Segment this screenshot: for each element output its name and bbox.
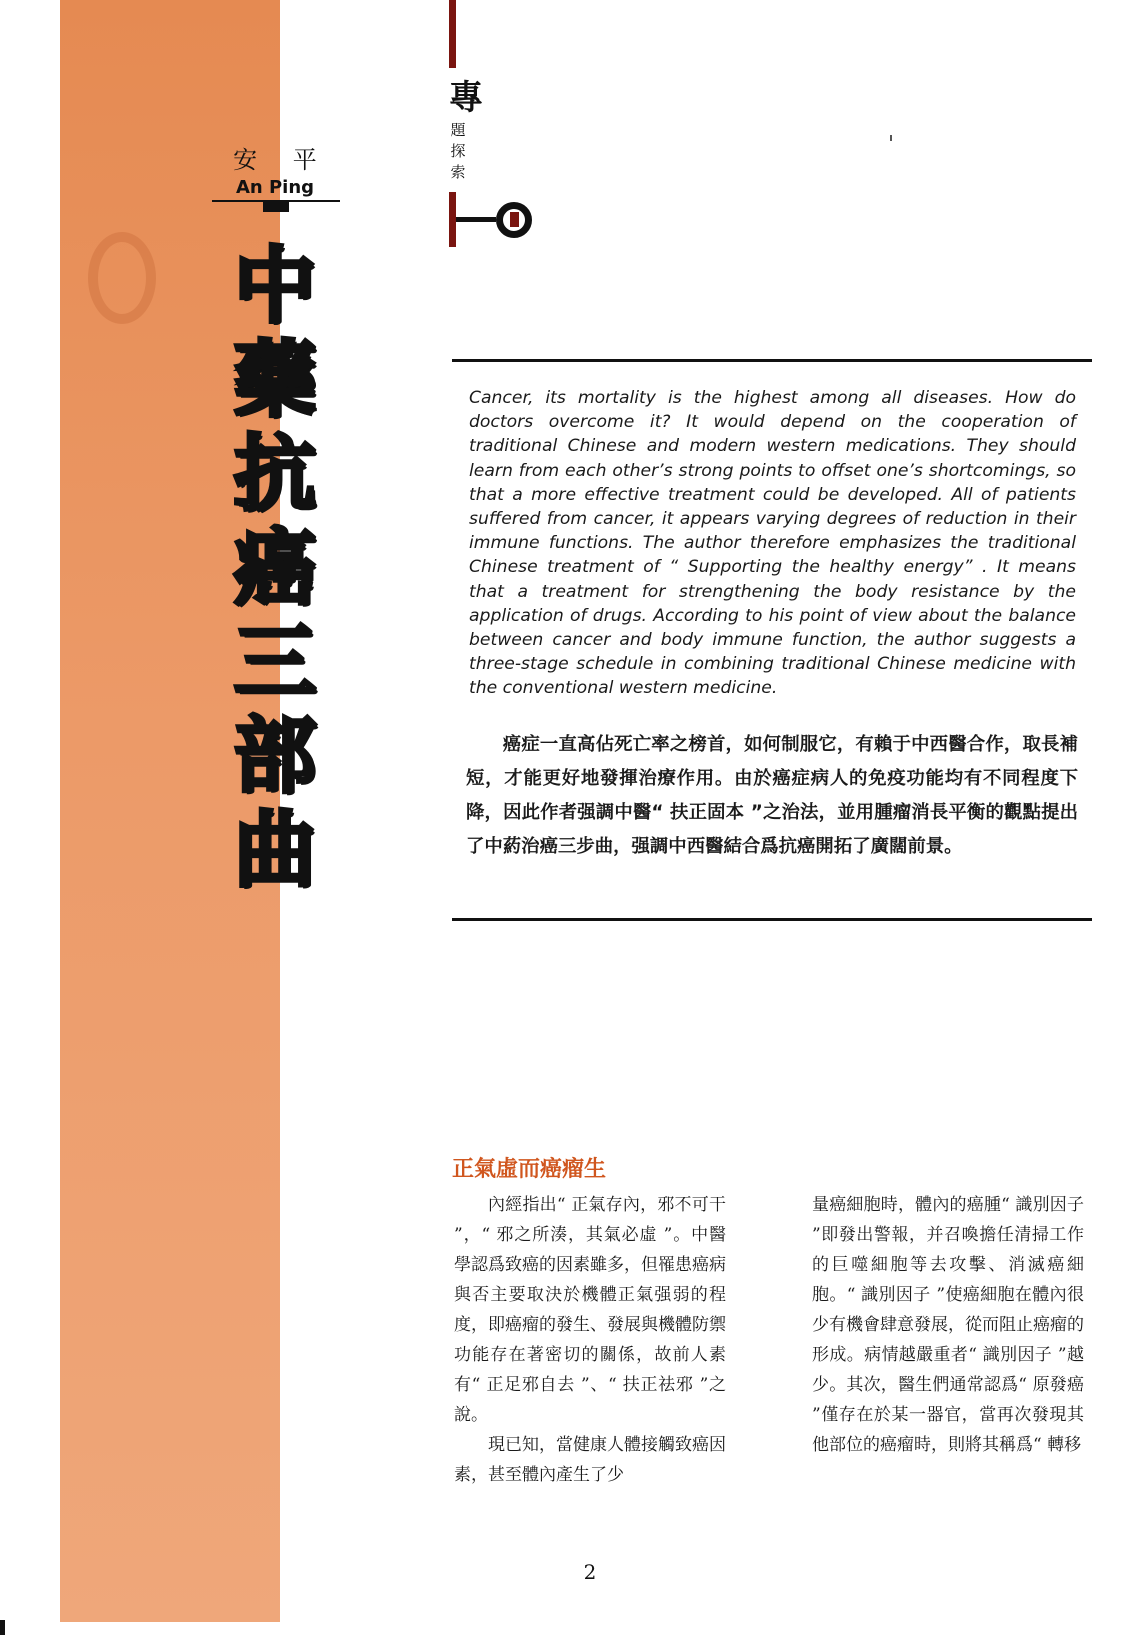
- abstract-english: Cancer, its mortality is the highest among all diseases. How do doctors overcome it? It would depend on the cooperation of traditional Chinese and modern western medications. They should learn from each other’s strong points to offset one’s shortcomings, so that a more effective treatment could be developed. All of patients suffered from cancer, it appears varying degrees of reduction in their immune functions. The author therefore emphasizes the traditional Chinese treatment of “ Supporting the healthy energy” . It means that a treatment for strengthening the body resistance by the application of drugs. According to his point of view about the balance between cancer and body immune function, the author suggests a three-stage schedule in combining traditional Chinese medicine with the conventional western medicine.: [469, 388, 1076, 699]
- column-logo-bar-top: [449, 0, 456, 68]
- body-paragraph: 現已知，當健康人體接觸致癌因素，甚至體內產生了少: [454, 1435, 726, 1485]
- corner-mark: [0, 1620, 5, 1635]
- author-block: [210, 140, 340, 198]
- body-column-left: [454, 1190, 726, 1490]
- decorative-ring: [88, 232, 156, 324]
- column-logo-crossbar: [456, 217, 496, 222]
- section-heading: 正氣虛而癌瘤生: [452, 1157, 607, 1182]
- author-rule-tab: [263, 201, 289, 212]
- abstract-chinese: 癌症一直高佔死亡率之榜首，如何制服它，有賴于中西醫合作，取長補短，才能更好地發揮治療作用。由於癌症病人的免疫功能均有不同程度下降，因此作者强調中醫“ 扶正固本 ”之治法，並用腫瘤消長平衡的觀點提出了中葯治癌三步曲，强調中西醫結合爲抗癌開拓了廣闊前景。: [466, 734, 1078, 857]
- column-logo-main: 專: [449, 78, 483, 118]
- body-paragraph: 量癌細胞時，體內的癌腫“ 識別因子 ”即發出警報，并召喚擔任清掃工作的巨噬細胞等去攻擊、消滅癌細胞。“ 識別因子 ”使癌細胞在體內很少有機會肆意發展，從而阻止癌瘤的形成。病情越嚴重者“ 識別因子 ”越少。其次，醫生們通常認爲“ 原發癌 ”僅存在於某一器官，當再次發現其他部位的癌瘤時，則將其稱爲“ 轉移: [812, 1195, 1084, 1455]
- abstract-rule-bottom: [452, 918, 1092, 921]
- author-name-en: An Ping: [235, 177, 315, 198]
- column-logo-bar-bottom: [449, 192, 456, 247]
- column-logo-subtitle: 題探索: [450, 121, 466, 181]
- article-title: 中藥抗癌三部曲: [233, 239, 316, 898]
- body-column-right: [812, 1190, 1084, 1460]
- body-paragraph: 內經指出“ 正氣存內，邪不可干 ”，“ 邪之所湊，其氣必虛 ”。中醫學認爲致癌的因素雖多，但罹患癌病與否主要取決於機體正氣强弱的程度，即癌瘤的發生、發展與機體防禦功能存在著密切的關係，故前人素有“ 正足邪自去 ”、“ 扶正祛邪 ”之說。: [454, 1195, 726, 1425]
- scan-speck: [890, 135, 892, 141]
- author-name-cn: 安 平: [233, 146, 331, 174]
- page-number: 2: [583, 1560, 597, 1584]
- abstract-rule-top: [452, 359, 1092, 362]
- column-logo-ring-mark: [510, 212, 519, 227]
